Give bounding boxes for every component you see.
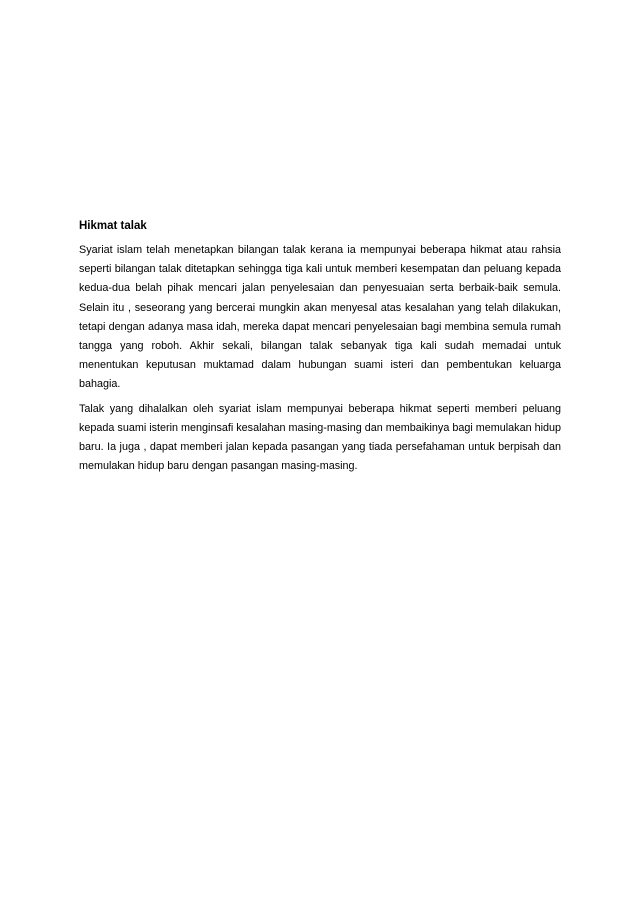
paragraph-1: Syariat islam telah menetapkan bilangan talak kerana ia mempunyai beberapa hikmat atau rahsia seperti bilangan talak ditetapkan sehingga tiga kali untuk memberi kesempatan dan peluang kepada kedua-dua belah pihak mencari jalan penyelesaian dan penyesuaian serta berbaik-baik semula. Selain itu , seseorang yang bercerai mungkin akan menyesal atas kesalahan yang telah dilakukan, tetapi dengan adanya masa idah, mereka dapat mencari penyelesaian bagi membina semula rumah tangga yang roboh. Akhir sekali, bilangan talak sebanyak tiga kali sudah memadai untuk menentukan keputusan muktamad dalam hubungan suami isteri dan pembentukan keluarga bahagia. bbox=[79, 244, 561, 391]
paragraph-2: Talak yang dihalalkan oleh syariat islam mempunyai beberapa hikmat seperti memberi peluang kepada suami isterin menginsafi kesalahan masing-masing dan membaikinya bagi memulakan hidup baru. Ia juga , dapat memberi jalan kepada pasangan yang tiada persefahaman untuk berpisah dan memulakan hidup baru dengan pasangan masing-masing. bbox=[79, 402, 561, 473]
section-heading: Hikmat talak bbox=[79, 220, 147, 232]
document-body bbox=[79, 219, 561, 481]
